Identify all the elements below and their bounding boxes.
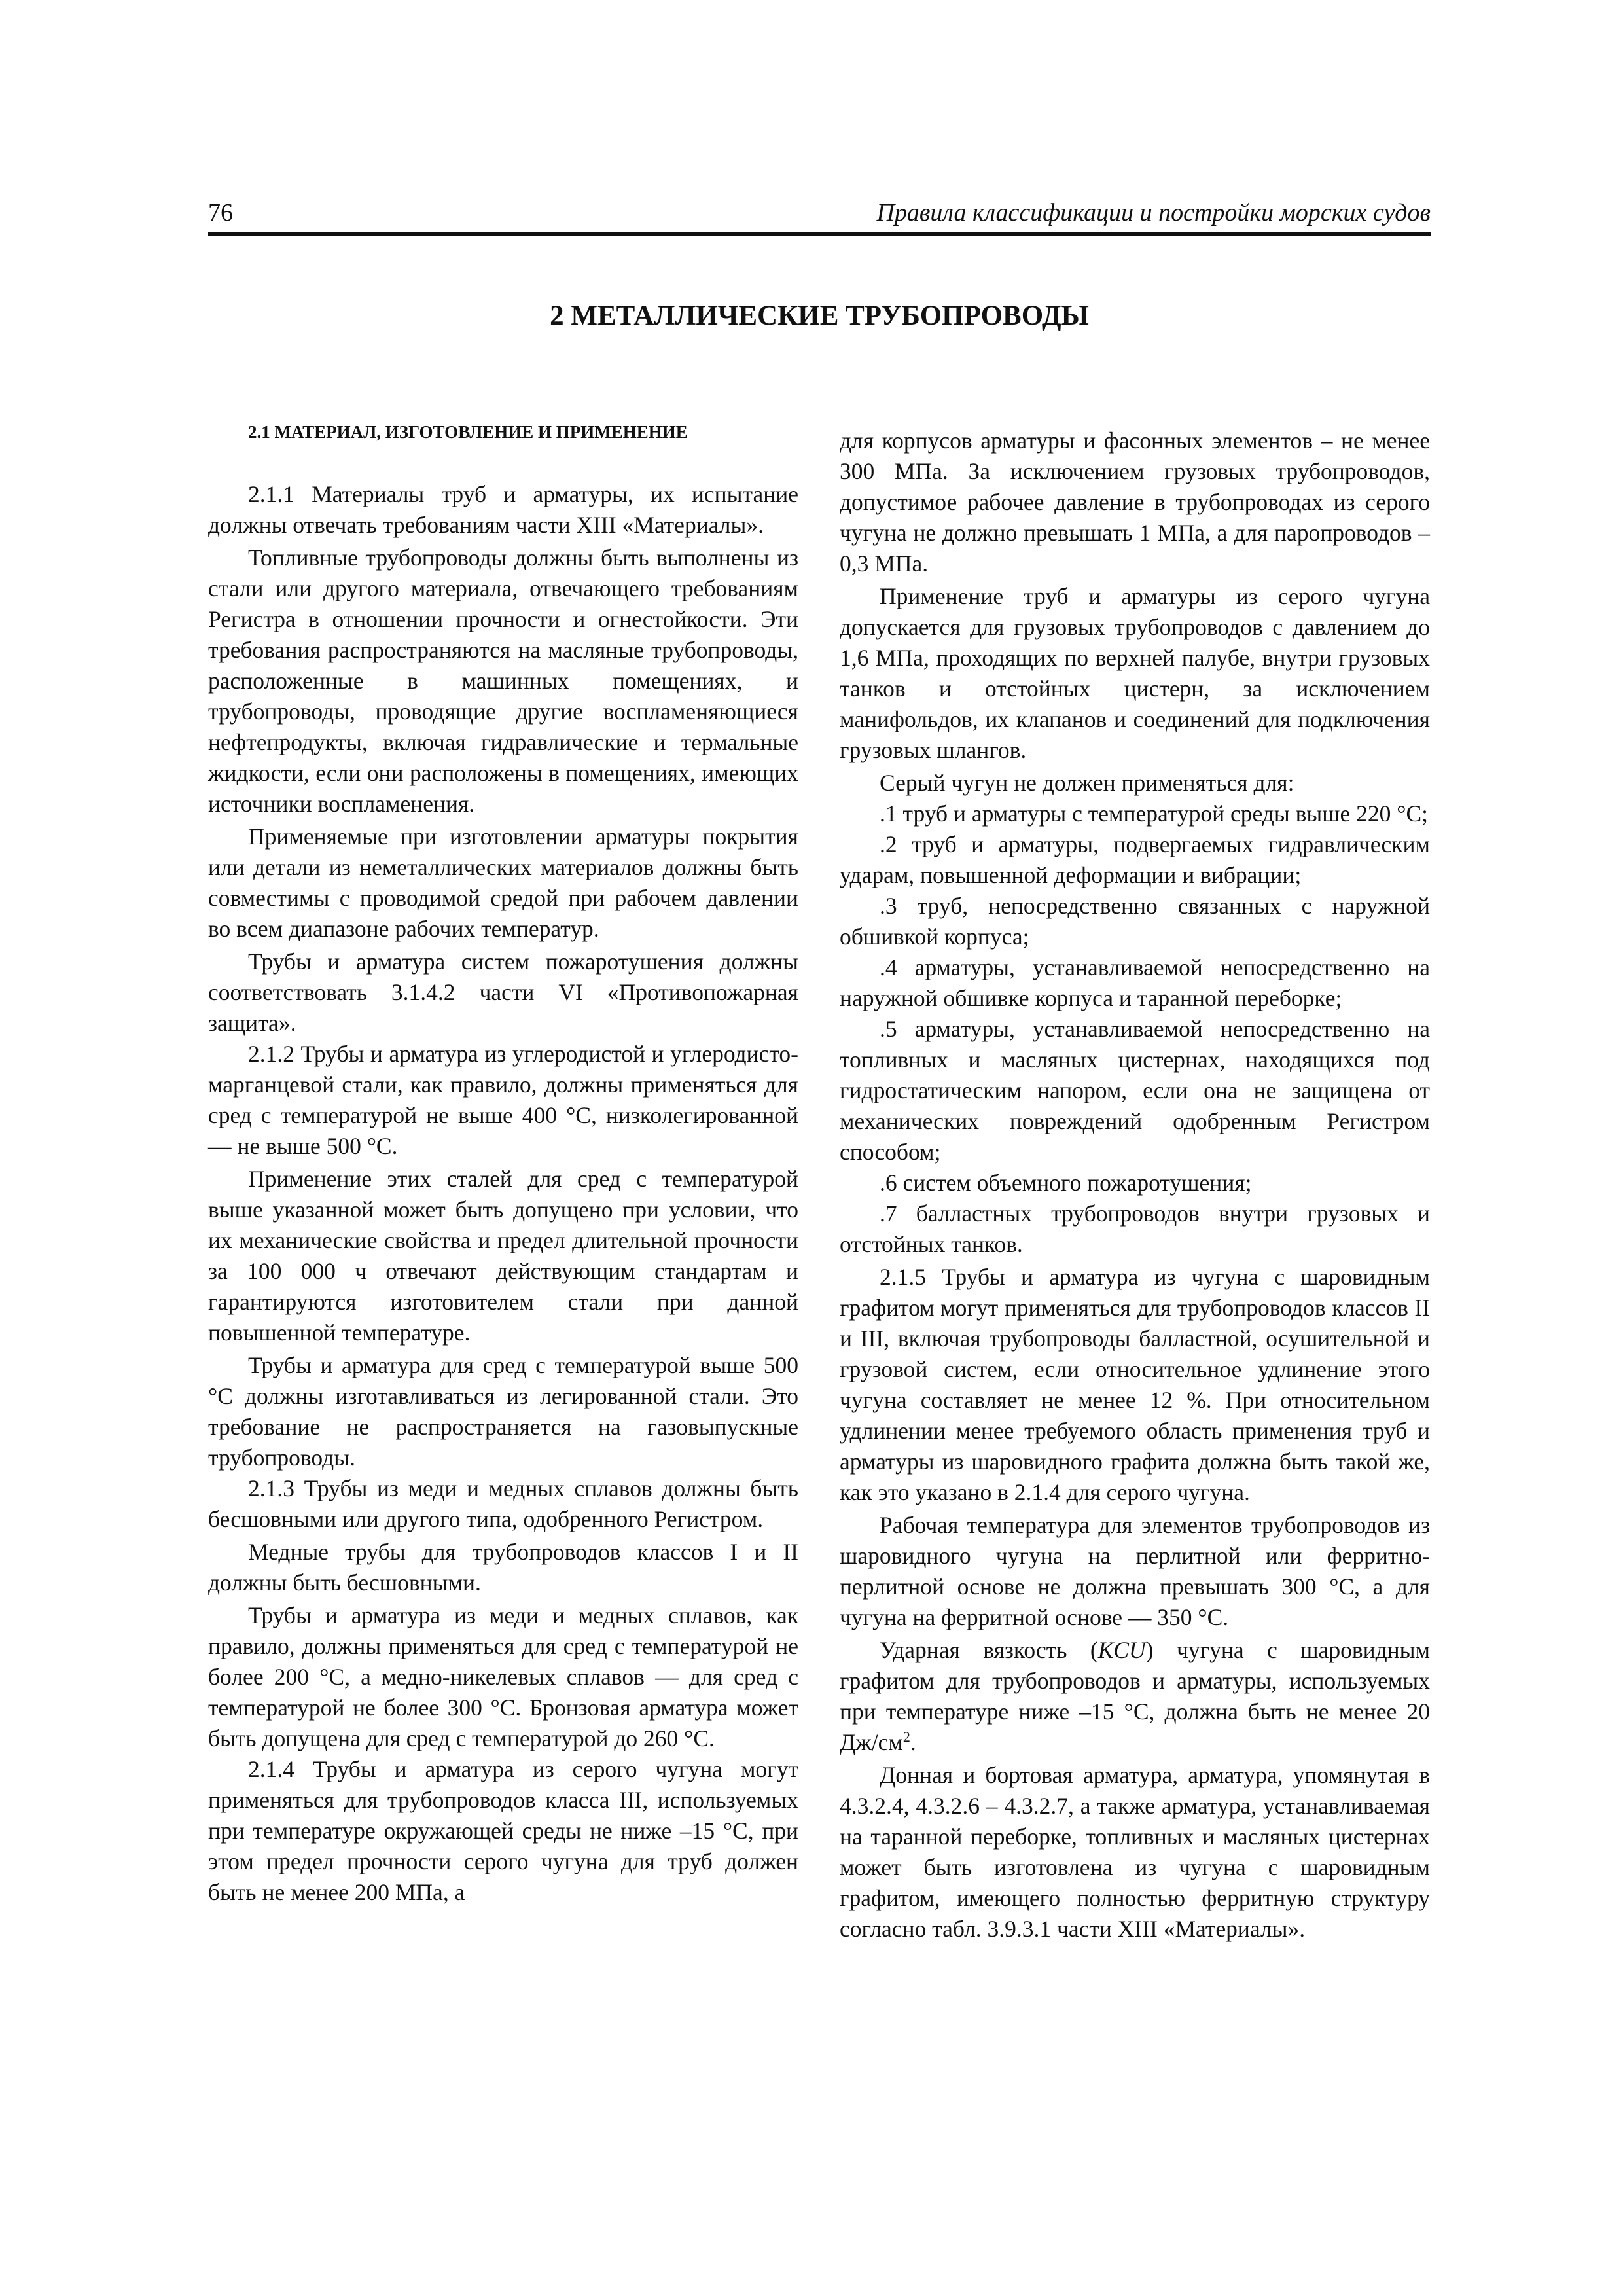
section-title: 2 МЕТАЛЛИЧЕСКИЕ ТРУБОПРОВОДЫ (550, 300, 1089, 331)
kcu-symbol: KCU (1097, 1637, 1146, 1663)
header-rule (208, 232, 1431, 236)
running-header-title: Правила классификации и постройки морских судов (876, 199, 1431, 226)
paragraph-2-1-3: 2.1.3 Трубы из меди и медных сплавов должны быть бесшовными или другого типа, одобренного Регистром. (208, 1475, 798, 1532)
paragraph: Донная и бортовая арматура, арматура, упомянутая в 4.3.2.4, 4.3.2.6 – 4.3.2.7, а также арматура, устанавливаемая на таранной переборке, топливных и масляных цистернах может быть изготовлена из чугуна с шаровидным графитом, имеющего полностью ферритную структуру согласно табл. 3.9.3.1 части XIII «Материалы». (840, 1762, 1430, 1942)
text-run: . (910, 1729, 916, 1755)
subsection-title: 2.1 МАТЕРИАЛ, ИЗГОТОВЛЕНИЕ И ПРИМЕНЕНИЕ (248, 422, 688, 442)
list-item: .7 балластных трубопроводов внутри грузовых и отстойных танков. (840, 1200, 1430, 1257)
list-item: .1 труб и арматуры с температурой среды выше 220 °С; (880, 800, 1429, 827)
paragraph-2-1-4: 2.1.4 Трубы и арматура из серого чугуна могут применяться для трубопроводов класса III, используемых при температуре окружающей среды не ниже –15 °С, при этом предел прочности серого чугуна для труб должен быть не менее 200 МПа, а (208, 1756, 798, 1905)
paragraph-impact-toughness (840, 1635, 1430, 1758)
paragraph: Трубы и арматура для сред с температурой выше 500 °С должны изготавливаться из легированной стали. Это требование не распространяется на газовыпускные трубопроводы. (208, 1352, 798, 1471)
list-item: .6 систем объемного пожаротушения; (880, 1170, 1252, 1196)
paragraph: Трубы и арматура систем пожаротушения должны соответствовать 3.1.4.2 части VI «Противопожарная защита». (208, 948, 798, 1036)
paragraph-continuation: для корпусов арматуры и фасонных элементов – не менее 300 МПа. За исключением грузовых трубопроводов, допустимое рабочее давление в трубопроводах из серого чугуна не должно превышать 1 МПа, а для паропроводов – 0,3 МПа. (840, 427, 1430, 577)
paragraph-2-1-2: 2.1.2 Трубы и арматура из углеродистой и углеродисто-марганцевой стали, как правило, должны применяться для сред с температурой не выше 400 °С, низколегированной — не выше 500 °С. (208, 1041, 798, 1159)
paragraph-2-1-5: 2.1.5 Трубы и арматура из чугуна с шаровидным графитом могут применяться для трубопроводов классов II и III, включая трубопроводы балластной, осушительной и грузовой систем, если относительное удлинение этого чугуна составляет не менее 12 %. При относительном удлинении менее требуемого область применения труб и арматуры из шаровидного графита должна быть такой же, как это указано в 2.1.4 для серого чугуна. (840, 1264, 1430, 1505)
paragraph: Применение труб и арматуры из серого чугуна допускается для грузовых трубопроводов с давлением до 1,6 МПа, проходящих по верхней палубе, внутри грузовых танков и отстойных цистерн, за исключением манифольдов, их клапанов и соединений для подключения грузовых шлангов. (840, 583, 1430, 763)
paragraph: Трубы и арматура из меди и медных сплавов, как правило, должны применяться для сред с температурой не более 200 °С, а медно-никелевых сплавов — для сред с температурой не более 300 °С. Бронзовая арматура может быть допущена для сред с температурой до 260 °С. (208, 1602, 798, 1751)
paragraph: Применение этих сталей для сред с температурой выше указанной может быть допущено при условии, что их механические свойства и предел длительной прочности за 100 000 ч отвечают действующим стандартам и гарантируются изготовителем стали при данной повышенной температуре. (208, 1166, 798, 1346)
paragraph-2-1-1: 2.1.1 Материалы труб и арматуры, их испытание должны отвечать требованиям части XIII «Материалы». (208, 481, 798, 538)
superscript: 2 (902, 1729, 910, 1746)
text-run: ) чугуна с шаровидным графитом для трубопроводов и арматуры, используемых при температуре ниже –15 °С, должна быть не менее 20 Дж/см (840, 1637, 1430, 1755)
list-item: .3 труб, непосредственно связанных с наружной обшивкой корпуса; (840, 893, 1430, 950)
paragraph: Рабочая температура для элементов трубопроводов из шаровидного чугуна на перлитной или ферритно-перлитной основе не должна превышать 300 °С, а для чугуна на ферритной основе — 350 °С. (840, 1512, 1430, 1630)
left-column (208, 419, 798, 1908)
text-run: Ударная вязкость ( (880, 1637, 1098, 1663)
paragraph: Серый чугун не должен применяться для: (880, 770, 1294, 796)
paragraph: Применяемые при изготовлении арматуры покрытия или детали из неметаллических материалов должны быть совместимы с проводимой средой при рабочем давлении во всем диапазоне рабочих температур. (208, 823, 798, 942)
running-header (208, 195, 1431, 236)
list-item: .2 труб и арматуры, подвергаемых гидравлическим ударам, повышенной деформации и вибрации; (840, 831, 1430, 888)
right-column (840, 425, 1430, 1945)
paragraph: Медные трубы для трубопроводов классов I и II должны быть бесшовными. (208, 1539, 798, 1596)
list-item: .4 арматуры, устанавливаемой непосредственно на наружной обшивке корпуса и таранной переборке; (840, 954, 1430, 1011)
list-item: .5 арматуры, устанавливаемой непосредственно на топливных и масляных цистернах, находящихся под гидростатическим напором, если она не защищена от механических повреждений одобренным Регистром способом; (840, 1016, 1430, 1165)
page-number: 76 (208, 199, 233, 226)
paragraph: Топливные трубопроводы должны быть выполнены из стали или другого материала, отвечающего требованиям Регистра в отношении прочности и огнестойкости. Эти требования распространяются на масляные трубопроводы, расположенные в машинных помещениях, и трубопроводы, проводящие другие воспламеняющиеся нефтепродукты, включая гидравлические и термальные жидкости, если они расположены в помещениях, имеющих источники воспламенения. (208, 545, 798, 817)
